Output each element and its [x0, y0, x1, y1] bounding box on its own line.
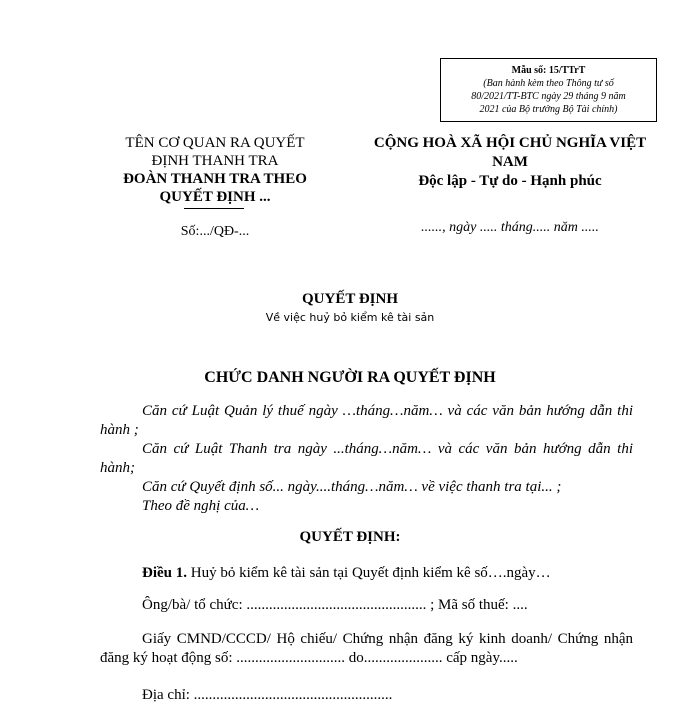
- article-1: [100, 564, 633, 583]
- issuing-agency-header: [110, 134, 320, 206]
- national-title: CỘNG HOÀ XÃ HỘI CHỦ NGHĨA VIỆT NAM: [373, 135, 647, 170]
- decision-heading: QUYẾT ĐỊNH:: [299, 529, 401, 545]
- national-header: [360, 134, 660, 191]
- form-note-line-2: 80/2021/TT-BTC ngày 29 tháng 9 năm: [471, 91, 626, 102]
- document-title: QUYẾT ĐỊNH: [302, 291, 398, 307]
- address-text: Địa chỉ: .....................................................: [142, 687, 393, 703]
- form-note-line-3: 2021 của Bộ trưởng Bộ Tài chính): [479, 104, 618, 115]
- form-code: Mẫu số: 15/TTrT: [511, 65, 586, 76]
- form-note-line-1: (Ban hành kèm theo Thông tư số: [483, 78, 614, 89]
- agency-line-2: ĐỊNH THANH TRA: [151, 153, 279, 169]
- agency-line-3: ĐOÀN THANH TRA THEO: [123, 171, 307, 187]
- form-number-box: [440, 58, 657, 122]
- authority-title: CHỨC DANH NGƯỜI RA QUYẾT ĐỊNH: [204, 369, 496, 386]
- address-line: [100, 686, 633, 705]
- id-line: [100, 630, 633, 668]
- article-1-text: Huỷ bỏ kiểm kê tài sản tại Quyết định kiểm kê số….ngày…: [187, 565, 551, 581]
- id-document-line: Giấy CMND/CCCD/ Hộ chiếu/ Chứng nhận đăng ký kinh doanh/ Chứng nhận đăng ký hoạt động số: ............................. do..................... cấp ngày.....: [100, 631, 633, 666]
- org-and-tax-code: Ông/bà/ tổ chức: ................................................ ; Mã số thuế: ....: [142, 597, 528, 613]
- basis-4: Theo đề nghị của…: [142, 498, 260, 514]
- legal-bases: [100, 402, 633, 516]
- basis-3: Căn cứ Quyết định số... ngày....tháng…năm… về việc thanh tra tại... ;: [142, 479, 562, 495]
- document-subtitle: Về việc huỷ bỏ kiểm kê tài sản: [265, 311, 435, 324]
- basis-2: Căn cứ Luật Thanh tra ngày ...tháng…năm… và các văn bản hướng dẫn thi hành;: [100, 441, 633, 476]
- agency-underline: [184, 208, 244, 209]
- document-number: Số:.../QĐ-...: [180, 224, 250, 239]
- basis-1: Căn cứ Luật Quản lý thuế ngày …tháng…năm… và các văn bản hướng dẫn thi hành ;: [100, 403, 633, 438]
- article-1-label: Điều 1.: [142, 565, 187, 581]
- agency-line-1: TÊN CƠ QUAN RA QUYẾT: [125, 135, 305, 151]
- agency-line-4: QUYẾT ĐỊNH ...: [159, 189, 271, 205]
- national-motto: Độc lập - Tự do - Hạnh phúc: [418, 173, 602, 189]
- place-date-line: ......, ngày ..... tháng..... năm .....: [421, 220, 599, 235]
- org-line: [100, 596, 633, 615]
